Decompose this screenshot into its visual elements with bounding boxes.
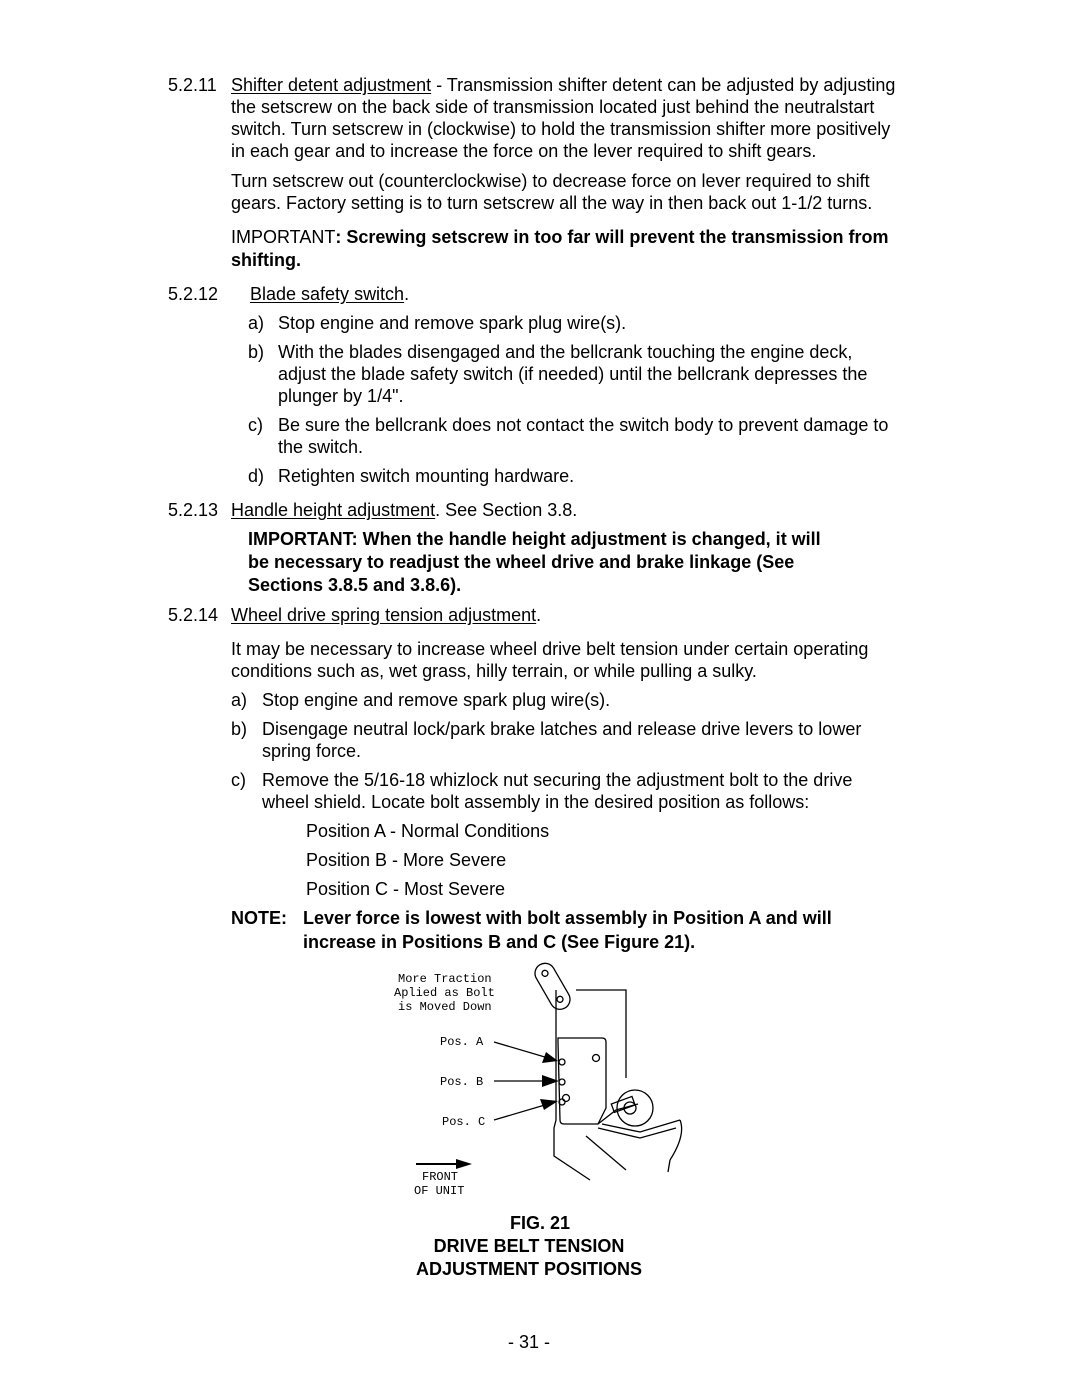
- section-heading-line: [231, 499, 577, 521]
- list-letter: d): [248, 466, 265, 486]
- pos-a-label: Pos. A: [440, 1035, 484, 1049]
- position-a-hole: [559, 1059, 565, 1065]
- section-number: 5.2.14: [168, 605, 219, 625]
- section-number: 5.2.13: [168, 500, 219, 520]
- section-title: Shifter detent adjustment: [231, 75, 432, 95]
- list-item: spring force.: [262, 741, 362, 761]
- section-text: .: [536, 605, 542, 625]
- paragraph-line: switch. Turn setscrew in (clockwise) to hold the transmission shifter more positively: [231, 119, 891, 139]
- important-label: IMPORTANT: [231, 227, 336, 247]
- figure-21: [380, 960, 700, 1200]
- list-item: Stop engine and remove spark plug wire(s).: [262, 690, 611, 710]
- important-note: [231, 226, 888, 248]
- drive-belt-drawing: [380, 960, 700, 1200]
- position-item: Position C - Most Severe: [306, 879, 506, 899]
- front-label-line: OF UNIT: [414, 1184, 465, 1198]
- list-letter: a): [248, 313, 265, 333]
- important-text: Sections 3.8.5 and 3.8.6).: [248, 575, 462, 595]
- note-text: increase in Positions B and C (See Figure 21).: [303, 932, 696, 952]
- important-text: be necessary to readjust the wheel drive and brake linkage (See: [248, 552, 795, 572]
- traction-label-line: Aplied as Bolt: [394, 986, 495, 1000]
- paragraph-line: in each gear and to increase the force on the lever required to shift gears.: [231, 141, 817, 161]
- front-label-line: FRONT: [422, 1170, 459, 1184]
- list-item: Stop engine and remove spark plug wire(s).: [278, 313, 627, 333]
- list-item: Be sure the bellcrank does not contact the switch body to prevent damage to: [278, 415, 889, 435]
- section-title: Blade safety switch: [250, 284, 405, 304]
- paragraph-line: gears. Factory setting is to turn setscrew all the way in then back out 1-1/2 turns.: [231, 193, 873, 213]
- traction-label-line: More Traction: [398, 972, 492, 986]
- list-letter: b): [231, 719, 248, 739]
- figure-caption: DRIVE BELT TENSION: [433, 1236, 625, 1256]
- list-letter: a): [231, 690, 248, 710]
- section-title: Handle height adjustment: [231, 500, 436, 520]
- section-text: .: [404, 284, 410, 304]
- paragraph-line: Turn setscrew out (counterclockwise) to decrease force on lever required to shift: [231, 171, 870, 191]
- section-text: - Transmission shifter detent can be adjusted by adjusting: [431, 75, 896, 95]
- section-text: . See Section 3.8.: [435, 500, 578, 520]
- figure-caption: ADJUSTMENT POSITIONS: [415, 1259, 643, 1279]
- bellcrank-link: [531, 960, 573, 1013]
- position-item: Position A - Normal Conditions: [306, 821, 550, 841]
- list-item: the switch.: [278, 437, 364, 457]
- pos-b-label: Pos. B: [440, 1075, 484, 1089]
- page-number: - 31 -: [507, 1332, 550, 1352]
- list-item: With the blades disengaged and the bellcrank touching the engine deck,: [278, 342, 853, 362]
- position-item: Position B - More Severe: [306, 850, 507, 870]
- paragraph-line: the setscrew on the back side of transmission located just behind the neutralstart: [231, 97, 875, 117]
- paragraph-line: conditions such as, wet grass, hilly terrain, or while pulling a sulky.: [231, 661, 757, 681]
- important-text: : Screwing setscrew in too far will prevent the transmission from: [335, 227, 889, 247]
- position-b-hole: [559, 1079, 565, 1085]
- list-item: wheel shield. Locate bolt assembly in the desired position as follows:: [262, 792, 810, 812]
- list-item: Remove the 5/16-18 whizlock nut securing the adjustment bolt to the drive: [262, 770, 853, 790]
- section-heading-line: [250, 283, 409, 305]
- section-title: Wheel drive spring tension adjustment: [231, 605, 537, 625]
- list-item: adjust the blade safety switch (if needed) until the bellcrank depresses the: [278, 364, 868, 384]
- traction-label-line: is Moved Down: [398, 1000, 492, 1014]
- pos-c-label: Pos. C: [442, 1115, 486, 1129]
- list-item: Disengage neutral lock/park brake latches and release drive levers to lower: [262, 719, 862, 739]
- section-heading-line: [231, 74, 895, 96]
- section-number: 5.2.11: [168, 75, 217, 95]
- section-number: 5.2.12: [168, 284, 219, 304]
- paragraph-line: It may be necessary to increase wheel drive belt tension under certain operating: [231, 639, 869, 659]
- list-letter: c): [231, 770, 246, 790]
- list-item: Retighten switch mounting hardware.: [278, 466, 575, 486]
- list-item: plunger by 1/4".: [278, 386, 404, 406]
- list-letter: c): [248, 415, 263, 435]
- note-label: NOTE:: [231, 908, 287, 928]
- important-text: IMPORTANT: When the handle height adjustment is changed, it will: [248, 529, 821, 549]
- figure-number: FIG. 21: [509, 1213, 571, 1233]
- section-heading-line: [231, 604, 541, 626]
- note-text: Lever force is lowest with bolt assembly in Position A and will: [303, 908, 832, 928]
- important-text: shifting.: [231, 250, 301, 270]
- list-letter: b): [248, 342, 265, 362]
